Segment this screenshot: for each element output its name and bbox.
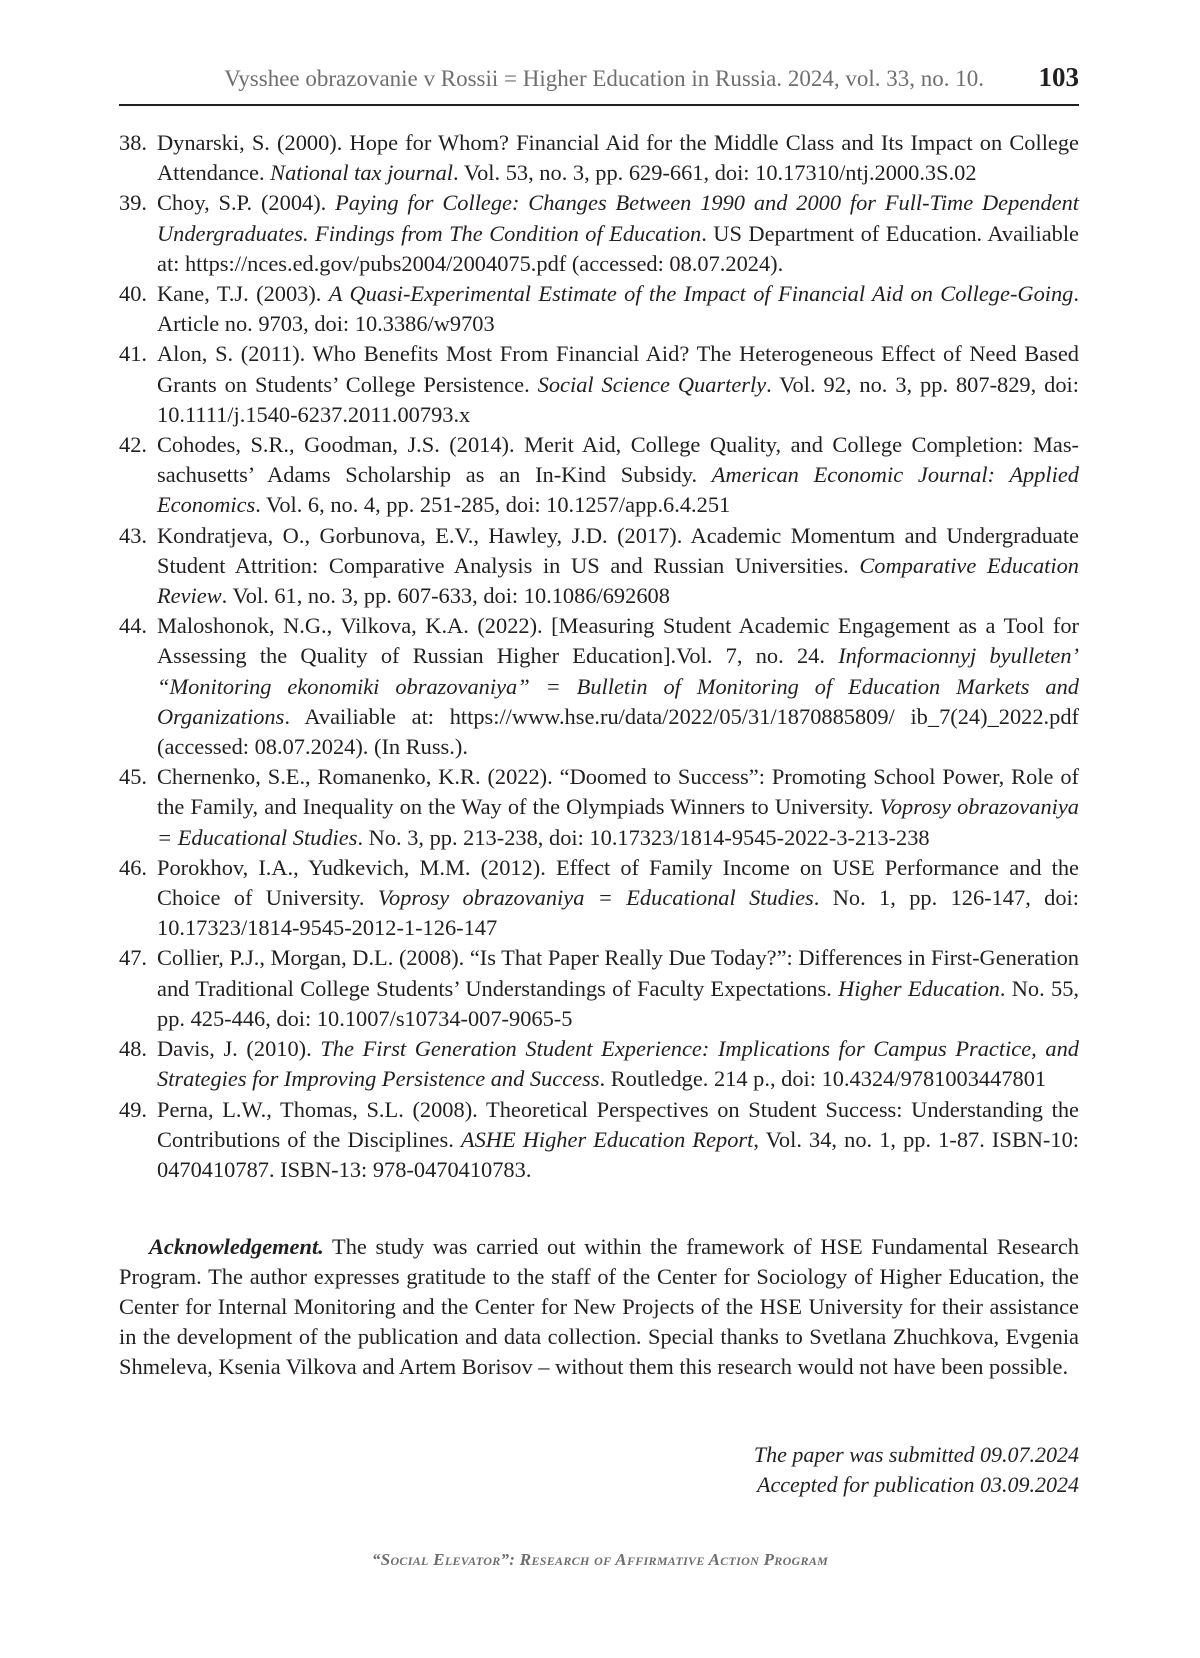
reference-number: 46. bbox=[119, 854, 147, 880]
reference-source-title: A Quasi-Experimental Estimate of the Impact of Financial Aid on College-Going bbox=[328, 281, 1074, 307]
reference-text bbox=[157, 1097, 1079, 1182]
reference-text bbox=[157, 130, 1079, 185]
reference-source-title: Paying for College: Changes Between 1990 and 2000 for Full-Time Dependent Undergraduates. Findings from The Condition of Education bbox=[157, 190, 1079, 246]
reference-text bbox=[157, 1036, 1079, 1091]
reference-number: 38. bbox=[119, 130, 147, 155]
reference-segment: . Vol. 53, no. 3, pp. 629-661, doi: 10.17310/ntj.2000.3S.02 bbox=[453, 160, 977, 186]
reference-item bbox=[119, 853, 1079, 944]
reference-segment: . Availiable at: https://www.hse.ru/data/2022/05/31/1870885809/ ib_7(24)_2022.pdf (accessed: 08.07.2024). (In Russ.). bbox=[157, 703, 1079, 760]
reference-item bbox=[119, 1095, 1079, 1186]
reference-segment: . No. 1, pp. 126-147, doi: 10.17323/1814-9545-2012-1-126-147 bbox=[157, 885, 1079, 941]
reference-text bbox=[157, 341, 1079, 426]
reference-text bbox=[157, 432, 1079, 517]
reference-segment: Maloshonok, N.G., Vilkova, K.A. (2022). [Measuring Student Academic Engagement as a Tool for Assessing the Quality of Russian Higher Education].Vol. 7, no. 24. bbox=[157, 613, 1079, 669]
reference-text bbox=[157, 855, 1079, 940]
reference-source-title: Higher Education bbox=[838, 975, 1000, 1001]
running-footer: “Social Elevator”: Research of Affirmative Action Program bbox=[371, 1550, 829, 1569]
reference-text bbox=[157, 281, 1079, 336]
reference-number: 47. bbox=[119, 945, 147, 971]
reference-number: 49. bbox=[119, 1096, 147, 1122]
reference-source-title: Voprosy obrazovaniya = Educational Studies bbox=[377, 885, 814, 911]
reference-item bbox=[119, 943, 1079, 1034]
submitted-date: The paper was submitted 09.07.2024 bbox=[753, 1442, 1079, 1467]
reference-segment: . Vol. 61, no. 3, pp. 607-633, doi: 10.1086/692608 bbox=[221, 583, 670, 609]
reference-segment: . US Department of Education. Availiable at: https://nces.ed.gov/pubs2004/2004075.pdf (accessed: 08.07.2024). bbox=[157, 220, 1079, 276]
acknowledgement-label: Acknowledgement. bbox=[149, 1234, 324, 1259]
reference-segment: Dynarski, S. (2000). Hope for Whom? Financial Aid for the Middle Class and Its Impact on College Attendance. bbox=[157, 130, 1079, 186]
reference-source-title: ASHE Higher Education Report bbox=[460, 1126, 754, 1152]
reference-number: 42. bbox=[119, 432, 147, 458]
reference-segment: . Vol. 6, no. 4, pp. 251-285, doi: 10.1257/app.6.4.251 bbox=[255, 492, 731, 518]
reference-segment: . No. 55, pp. 425-446, doi: 10.1007/s10734-007-9065-5 bbox=[157, 975, 1079, 1031]
reference-source-title: American Economic Journal: Applied Economics bbox=[157, 462, 1079, 518]
submission-dates bbox=[754, 1440, 1079, 1500]
reference-text bbox=[157, 945, 1079, 1030]
reference-segment: . Vol. 92, no. 3, pp. 807-829, doi: 10.1111/j.1540-6237.2011.00793.x bbox=[157, 371, 1079, 427]
reference-source-title: Voprosy obrazovaniya = Educational Studies bbox=[157, 794, 1079, 850]
accepted-date: Accepted for publication 03.09.2024 bbox=[757, 1472, 1079, 1497]
reference-segment: Kondratjeva, O., Gorbunova, E.V., Hawley, J.D. (2017). Academic Momentum and Undergraduate Student Attrition: Comparative Analysis in US and Russian Universities. bbox=[157, 522, 1079, 578]
reference-segment: . Routledge. 214 p., doi: 10.4324/9781003447801 bbox=[599, 1066, 1047, 1092]
reference-number: 43. bbox=[119, 522, 147, 548]
reference-segment: . Article no. 9703, doi: 10.3386/w9703 bbox=[157, 281, 1079, 337]
reference-item bbox=[119, 762, 1079, 853]
reference-item bbox=[119, 188, 1079, 279]
reference-segment: Porokhov, I.A., Yudkevich, M.M. (2012). Effect of Family Income on USE Performance and the Choice of University. bbox=[157, 854, 1079, 911]
reference-item bbox=[119, 611, 1079, 762]
reference-item bbox=[119, 339, 1079, 430]
page-number: 103 bbox=[1038, 62, 1079, 92]
reference-source-title: Informacionnyj byulleten’ “Monitoring ekonomiki obrazovaniya” = Bulletin of Monitoring of Education Markets and Organizations bbox=[157, 643, 1080, 729]
reference-number: 48. bbox=[119, 1036, 147, 1062]
reference-number: 40. bbox=[119, 281, 147, 307]
acknowledgement-text: The study was carried out within the framework of HSE Fundamental Research Program. The author expresses gratitude to the staff of the Center for Sociology of Higher Education, the Center for Internal Monitoring and the Center for New Projects of the HSE University for their assistance in the development of the publication and data collection. Special thanks to Svetlana Zhuchkova, Evgenia Shmeleva, Ksenia Vilkova and Artem Borisov – without them this research would not have been possible. bbox=[119, 1234, 1079, 1379]
reference-item bbox=[119, 521, 1079, 612]
reference-text bbox=[157, 764, 1079, 849]
reference-segment: Kane, T.J. (2003). bbox=[157, 281, 329, 307]
reference-item bbox=[119, 128, 1079, 188]
reference-text bbox=[157, 613, 1079, 759]
reference-segment: . No. 3, pp. 213-238, doi: 10.17323/1814-9545-2022-3-213-238 bbox=[357, 824, 930, 850]
reference-source-title: Social Science Quarterly bbox=[537, 371, 767, 397]
reference-segment: Choy, S.P. (2004). bbox=[157, 190, 336, 216]
reference-segment: Alon, S. (2011). Who Benefits Most From Financial Aid? The Heterogeneous Effect of Need Based Grants on Students’ College Persistence. bbox=[157, 341, 1079, 397]
reference-number: 45. bbox=[119, 764, 147, 790]
reference-number: 44. bbox=[119, 613, 147, 639]
reference-text bbox=[157, 190, 1079, 275]
running-header bbox=[119, 60, 1079, 106]
reference-segment: Collier, P.J., Morgan, D.L. (2008). “Is That Paper Really Due Today?”: Differences in First-Generation and Traditional College Students’ Understandings of Faculty Expectations. bbox=[157, 945, 1079, 1001]
acknowledgement-paragraph bbox=[119, 1232, 1079, 1382]
journal-title: Vysshee obrazovanie v Rossii = Higher Education in Russia. 2024, vol. 33, no. 10. bbox=[224, 66, 984, 91]
reference-number: 41. bbox=[119, 341, 147, 367]
reference-segment: Davis, J. (2010). bbox=[157, 1036, 321, 1062]
reference-source-title: The First Generation Student Experience: Implications for Campus Practice, and Strategies for Improving Persistence and Success bbox=[157, 1036, 1080, 1092]
reference-number: 39. bbox=[119, 190, 147, 216]
reference-segment: , Vol. 34, no. 1, pp. 1-87. ISBN-10: 0470410787. ISBN-13: 978-0470410783. bbox=[157, 1126, 1080, 1182]
reference-source-title: National tax journal bbox=[270, 160, 454, 186]
reference-item bbox=[119, 279, 1079, 339]
reference-text bbox=[157, 523, 1079, 608]
reference-segment: Cohodes, S.R., Goodman, J.S. (2014). Merit Aid, College Quality, and College Completion: Massachusetts’ Adams Scholarship as an In-Kind Subsidy. bbox=[157, 432, 1079, 488]
reference-item bbox=[119, 430, 1079, 521]
reference-list bbox=[119, 128, 1079, 1185]
reference-segment: Chernenko, S.E., Romanenko, K.R. (2022). “Doomed to Success”: Promoting School Power, Role of the Family, and Inequality on the Way of the Olympiads Winners to University. bbox=[157, 764, 1079, 820]
reference-item bbox=[119, 1034, 1079, 1094]
reference-source-title: Comparative Education Review bbox=[157, 552, 1079, 609]
reference-segment: Perna, L.W., Thomas, S.L. (2008). Theoretical Perspectives on Student Success: Understanding the Contributions of the Disciplines. bbox=[157, 1096, 1079, 1152]
